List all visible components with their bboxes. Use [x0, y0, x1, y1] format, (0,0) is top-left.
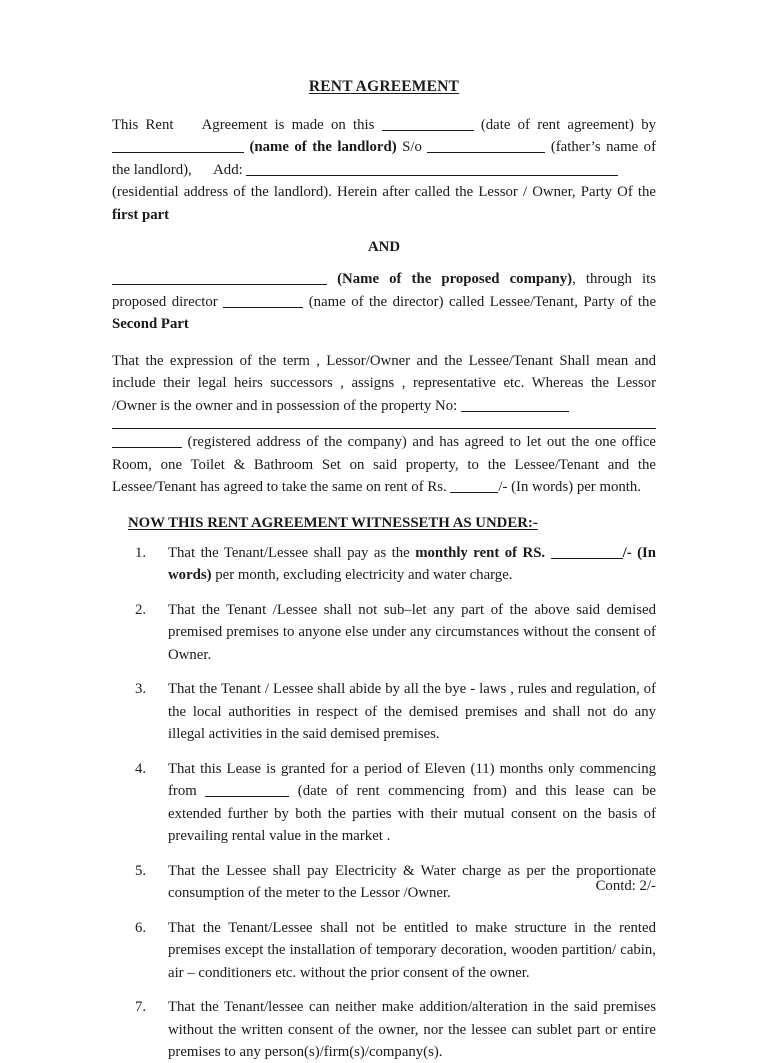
term-2-text: That the Tenant /Lessee shall not sub–let any part of the above said demised premised premises to anyone else under any circumstances without the consent of Owner.	[168, 601, 656, 663]
intro-text-a: This Rent	[112, 117, 174, 133]
intro-add-label: Add:	[213, 161, 243, 178]
intro-first-part-label: first part	[112, 206, 170, 223]
recital-text-b: (registered address of the company) and has agreed to let out the one office Room, one Toilet & Bathroom Set on said property, to the Lessee/Tenant and the Lessee/Tenant has agreed to take the same on rent of Rs.	[112, 434, 656, 496]
blank-landlord-name[interactable]	[112, 138, 244, 153]
document-body	[112, 114, 656, 1063]
blank-landlord-address[interactable]	[246, 161, 618, 176]
intro-text-e: landlord),	[133, 161, 192, 178]
page-title	[112, 78, 656, 96]
term-1-text-a: That the Tenant/Lessee shall pay as the	[168, 544, 416, 561]
term-item-7	[112, 996, 656, 1063]
page-footer-note: Contd: 2/-	[595, 878, 656, 894]
and-divider: AND	[367, 239, 401, 256]
intro-paragraph	[112, 114, 656, 181]
intro-landlord-label: (name of the landlord)	[249, 139, 397, 156]
term-1-text-b: per month, excluding electricity and water charge.	[211, 567, 513, 584]
blank-company-name[interactable]	[112, 270, 327, 285]
intro-text-d: (father’s name of the	[112, 139, 656, 178]
term-1-bold-a: monthly rent of RS.	[415, 544, 546, 561]
term-5-text: That the Lessee shall pay Electricity & Water charge as per the proportionate consumption of the meter to the Lessor /Owner.	[168, 862, 656, 902]
terms-list	[112, 542, 656, 1063]
page-title-text: RENT AGREEMENT	[308, 78, 460, 95]
term-1-bold-b: /- (In words)	[168, 544, 656, 584]
term-item-6	[112, 917, 656, 984]
blank-date-of-agreement[interactable]	[382, 116, 474, 131]
second-part-label: Second Part	[112, 316, 189, 333]
second-party-text: (name of the director) called Lessee/Tenant, Party of the	[308, 293, 657, 310]
term-item-5	[112, 860, 656, 905]
second-party-paragraph	[112, 268, 656, 335]
term-6-text: That the Tenant/Lessee shall not be entitled to make structure in the rented premises except the installation of temporary decoration, wooden partition/ cabin, air – conditioners etc. without the prior consent of the owner.	[168, 919, 656, 981]
term-item-4	[112, 758, 656, 848]
blank-monthly-rent[interactable]	[551, 544, 623, 559]
blank-father-name[interactable]	[427, 138, 545, 153]
intro-text-f: (residential address of the landlord). Herein after called the Lessor / Owner, Party Of the	[112, 184, 656, 201]
term-4-text-a: That this Lease is granted for a period of Eleven (11) months only commencing from	[168, 760, 656, 800]
intro-paragraph-continued	[112, 181, 656, 226]
term-number-6: 6.	[135, 919, 147, 936]
term-7-text: That the Tenant/lessee can neither make addition/alteration in the said premises without the written consent of the owner, nor the lessee can sublet part or entire premises to any person(s)/firm(s)/company(s).	[168, 999, 656, 1060]
term-item-2	[112, 599, 656, 666]
recital-text-c: /- (In words) per month.	[498, 479, 641, 496]
company-label: (Name of the proposed company)	[337, 271, 573, 288]
blank-registered-address[interactable]	[112, 433, 182, 448]
term-number-1: 1.	[135, 544, 147, 561]
recital-paragraph-b	[112, 431, 656, 498]
intro-text-c: (date of rent agreement) by	[480, 117, 656, 133]
intro-so-label: S/o	[402, 139, 422, 156]
term-number-2: 2.	[135, 601, 147, 618]
term-number-4: 4.	[135, 760, 147, 777]
blank-director-name[interactable]	[223, 293, 303, 308]
intro-text-b: Agreement is made on this	[201, 117, 375, 133]
company-suffix: , through its	[572, 271, 656, 288]
blank-address-rule[interactable]	[112, 428, 656, 429]
witnesseth-heading	[128, 515, 656, 532]
recital-text-a: That the expression of the term , Lessor/Owner and the Lessee/Tenant Shall mean and include their legal heirs successors , assigns , representative etc. Whereas the Lessor /Owner is the owner and in possession of the property No:	[112, 352, 656, 414]
director-label: proposed director	[112, 293, 218, 310]
term-number-3: 3.	[135, 681, 147, 698]
term-number-7: 7.	[135, 999, 147, 1016]
blank-property-number[interactable]	[461, 397, 569, 412]
witnesseth-heading-text: NOW THIS RENT AGREEMENT WITNESSETH AS UNDER:-	[128, 514, 538, 531]
term-4-text-b: (date of rent commencing from) and this lease can be extended further by both the parties with their mutual consent on the basis of prevailing rental value in the market .	[168, 783, 657, 845]
blank-commencement-date[interactable]	[205, 782, 289, 797]
recital-paragraph-a	[112, 350, 656, 417]
term-item-1	[112, 542, 656, 587]
term-item-3	[112, 678, 656, 745]
blank-rent-amount[interactable]	[450, 478, 498, 493]
term-3-text: That the Tenant / Lessee shall abide by all the bye - laws , rules and regulation, of the local authorities in respect of the demised premises and shall not do any illegal activities in the said demised premises.	[168, 681, 656, 743]
term-number-5: 5.	[135, 862, 147, 879]
